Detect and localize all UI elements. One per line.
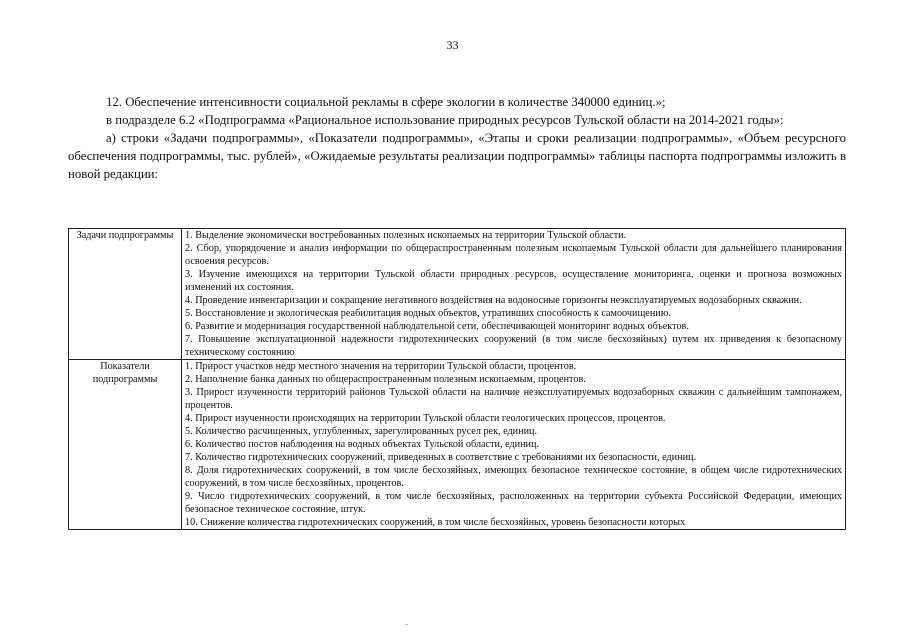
indicator-item: 1. Прирост участков недр местного значения на территории Тульской области, процентов. [185,361,577,372]
task-item: 2. Сбор, упорядочение и анализ информации по общераспространенным полезным ископаемым Тульской области для дальнейшего планирования освоения ресурсов. [185,243,842,267]
task-item: 5. Восстановление и экологическая реабилитация водных объектов, утративших способность к самоочищению. [185,308,671,319]
intro-text [68,93,846,183]
scan-mark [405,624,408,625]
indicator-item: 9. Число гидротехнических сооружений, в том числе бесхозяйных, расположенных на территории субъекта Российской Федерации, имеющих безопасное техническое состояние, штук. [185,491,842,515]
intro-item-12: 12. Обеспечение интенсивности социальной рекламы в сфере экологии в количестве 340000 единиц.»; [106,95,666,109]
indicator-item: 5. Количество расчищенных, углубленных, зарегулированных русел рек, единиц. [185,426,538,437]
indicator-item: 6. Количество постов наблюдения на водных объектах Тульской области, единиц. [185,439,539,450]
passport-table [68,228,846,530]
task-item: 6. Развитие и модернизация государственной наблюдательной сети, обеспечивающей мониторинг водных объектов. [185,321,689,332]
intro-subsection-6-2: в подразделе 6.2 «Подпрограмма «Рациональное использование природных ресурсов Тульской области на 2014-2021 годы»: [106,113,784,127]
indicator-item: 2. Наполнение банка данных по общераспространенным полезным ископаемым, процентов. [185,374,586,385]
indicator-item: 10. Снижение количества гидротехнических сооружений, в том числе бесхозяйных, уровень безопасности которых [185,517,686,528]
task-item: 3. Изучение имеющихся на территории Тульской области природных ресурсов, осуществление мониторинга, оценки и прогноза возможных изменений их состояния. [185,269,842,293]
row-label-indicators: Показатели подпрограммы [69,360,182,530]
task-item: 7. Повышение эксплуатационной надежности гидротехнических сооружений (в том числе бесхозяйных) путем их приведения к безопасному техническому состоянию [185,334,842,358]
task-item: 1. Выделение экономически востребованных полезных ископаемых на территории Тульской области. [185,230,627,241]
row-label-tasks: Задачи подпрограммы [69,229,182,360]
page-number: 33 [446,38,459,52]
row-items-tasks [182,229,846,360]
indicator-item: 7. Количество гидротехнических сооружений, приведенных в соответствие с требованиями их безопасности, единиц. [185,452,697,463]
table-row-tasks [69,229,846,360]
row-items-indicators [182,360,846,530]
table-row-indicators [69,360,846,530]
indicator-item: 8. Доля гидротехнических сооружений, в том числе бесхозяйных, имеющих безопасное техническое состояние, в общем числе гидротехнических сооружений, в том числе бесхозяйных, процентов. [185,465,842,489]
indicator-item: 3. Прирост изученности территорий районов Тульской области на наличие неэксплуатируемых водозаборных скважин с дальнейшим тампонажем, процентов. [185,387,842,411]
task-item: 4. Проведение инвентаризации и сокращение негативного воздействия на водоносные горизонты неэксплуатируемых водозаборных скважин. [185,295,802,306]
intro-item-a: а) строки «Задачи подпрограммы», «Показатели подпрограммы», «Этапы и сроки реализации подпрограммы», «Объем ресурсного обеспечения подпрограммы, тыс. рублей», «Ожидаемые результаты реализации подпрограммы» таблицы паспорта подпрограммы изложить в новой редакции: [68,131,846,181]
indicator-item: 4. Прирост изученности происходящих на территории Тульской области геологических процессов, процентов. [185,413,666,424]
